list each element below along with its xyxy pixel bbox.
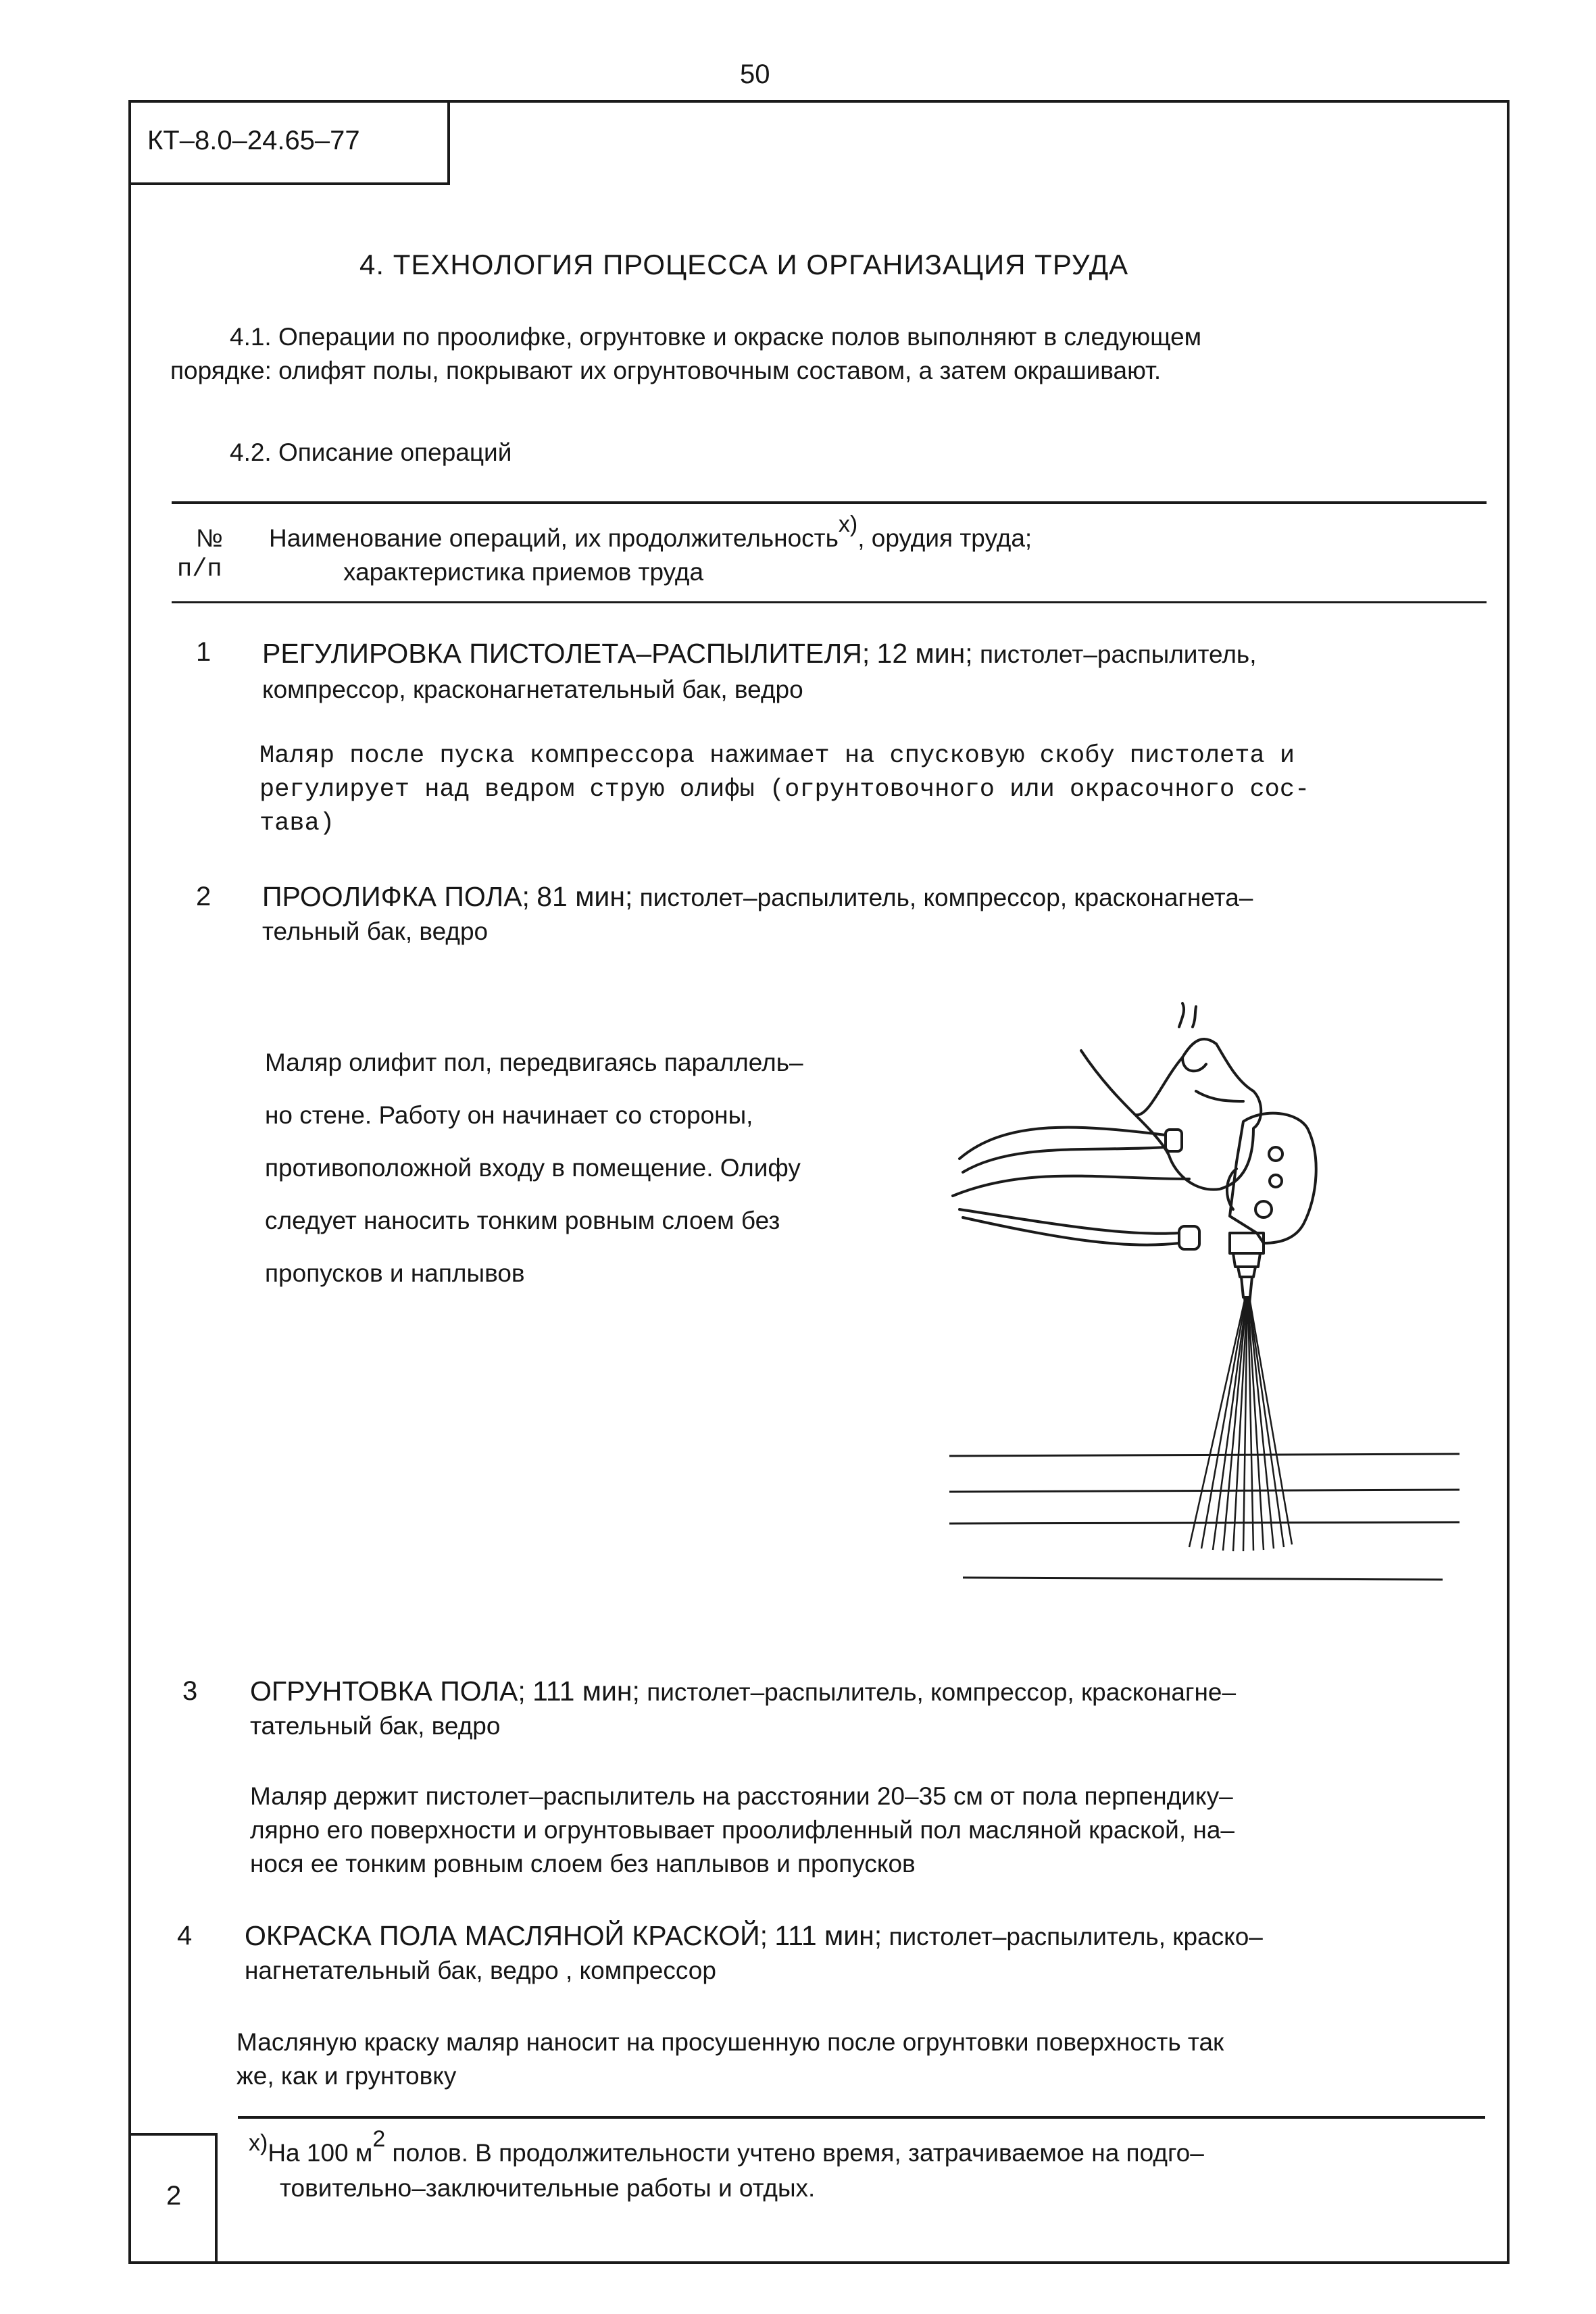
- operation-1-tools-line1: пистолет–распылитель,: [979, 640, 1257, 668]
- footnote-line2: товительно–заключительные работы и отдых.: [280, 2174, 816, 2202]
- operation-1-tools-line2: компрессор, красконагнетательный бак, ведро: [262, 676, 803, 703]
- operation-2-heading: [262, 880, 1253, 915]
- header-desc-line2: характеристика приемов труда: [343, 558, 704, 586]
- operation-2-desc-line1: Маляр олифит пол, передвигаясь параллель–: [265, 1049, 803, 1076]
- header-desc-tools: , орудия труда;: [857, 524, 1032, 552]
- operation-4-duration: 111 мин;: [774, 1920, 882, 1951]
- footnote-text: полов. В продолжительности учтено время, затрачиваемое на подго–: [385, 2139, 1204, 2167]
- operation-1-num: 1: [196, 637, 211, 667]
- hand: [1081, 1039, 1261, 1190]
- operation-3-num: 3: [182, 1676, 198, 1706]
- operation-3-desc-line1: Маляр держит пистолет–распылитель на расстоянии 20–35 см от пола перпендику–: [250, 1782, 1233, 1810]
- paint-hose: [953, 1176, 1189, 1196]
- gun-body: [1230, 1113, 1316, 1243]
- operation-4-desc-line1: Масляную краску маляр наносит на просушенную после огрунтовки поверхность так: [236, 2028, 1224, 2056]
- paragraph-4-1-line2: порядке: олифят полы, покрывают их огрунтовочным составом, а затем окрашивают.: [170, 357, 1162, 384]
- operation-4-tools-line2: нагнетательный бак, ведро , компрессор: [245, 1957, 716, 1984]
- operation-3-tools-line2: тательный бак, ведро: [250, 1712, 501, 1740]
- operation-1-desc-line3: тава): [259, 809, 335, 838]
- operation-2-title: ПРООЛИФКА ПОЛА;: [262, 881, 530, 912]
- page-number: 50: [740, 59, 770, 89]
- operation-2-desc-line2: но стене. Работу он начинает со стороны,: [265, 1101, 753, 1129]
- operation-3-desc-line2: лярно его поверхности и огрунтовывает проолифленный пол масляной краской, на–: [250, 1816, 1235, 1844]
- operation-4-tools-line1: пистолет–распылитель, краско–: [889, 1923, 1263, 1951]
- operation-3-duration: 111 мин;: [532, 1676, 640, 1707]
- footnote-prefix: На 100 м: [268, 2139, 373, 2167]
- operation-3-title: ОГРУНТОВКА ПОЛА;: [250, 1676, 526, 1707]
- operation-2-desc-line4: следует наносить тонким ровным слоем без: [265, 1207, 780, 1234]
- table-top-rule: [172, 501, 1487, 504]
- operation-1-desc-line2: регулирует над ведром струю олифы (огрунтовочного или окрасочного сос-: [259, 776, 1310, 804]
- operation-4-num: 4: [177, 1921, 193, 1951]
- operation-3-tools-line1: пистолет–распылитель, компрессор, красконагне–: [647, 1678, 1237, 1706]
- spray-cone: [1189, 1297, 1292, 1551]
- footnote-sup: 2: [372, 2126, 386, 2152]
- operation-1-title: РЕГУЛИРОВКА ПИСТОЛЕТА–РАСПЫЛИТЕЛЯ;: [262, 638, 870, 669]
- operation-2-desc-line3: противоположной входу в помещение. Олифу: [265, 1154, 801, 1182]
- floor-lines: [949, 1454, 1460, 1580]
- operation-3-heading: [250, 1674, 1236, 1709]
- header-desc-text: Наименование операций, их продолжительность: [269, 524, 839, 552]
- footnote-mark: x): [249, 2130, 268, 2156]
- operation-2-tools-line1: пистолет–распылитель, компрессор, красконагнета–: [639, 884, 1253, 911]
- operation-4-title: ОКРАСКА ПОЛА МАСЛЯНОЙ КРАСКОЙ;: [245, 1920, 768, 1951]
- header-num-line1: №: [196, 524, 223, 552]
- footnote-line1: [249, 2126, 1204, 2171]
- spray-gun-illustration: [946, 1000, 1460, 1594]
- operation-2-tools-line2: тельный бак, ведро: [262, 917, 489, 945]
- operation-4-heading: [245, 1919, 1263, 1954]
- operation-3-desc-line3: нося ее тонким ровным слоем без наплывов и пропусков: [250, 1850, 916, 1878]
- operation-1-heading: [262, 636, 1256, 672]
- header-desc-line1: [269, 511, 1032, 556]
- operation-1-duration: 12 мин;: [876, 638, 973, 669]
- sheet-number: 2: [166, 2181, 182, 2211]
- paragraph-4-1-line1: 4.1. Операции по проолифке, огрунтовке и окраске полов выполняют в следующем: [230, 323, 1202, 351]
- operation-1-desc-line1: Маляр после пуска компрессора нажимает на спусковую скобу пистолета и: [259, 742, 1295, 770]
- header-footnote-mark: x): [838, 511, 858, 537]
- operation-2-desc-line5: пропусков и наплывов: [265, 1259, 525, 1287]
- footnote-rule: [238, 2116, 1485, 2119]
- paragraph-4-2: 4.2. Описание операций: [230, 438, 512, 466]
- header-num-line2: п/п: [177, 555, 222, 584]
- operation-2-duration: 81 мин;: [537, 881, 633, 912]
- doc-code: КТ–8.0–24.65–77: [147, 126, 360, 155]
- operation-2-num: 2: [196, 882, 211, 911]
- section-title: 4. ТЕХНОЛОГИЯ ПРОЦЕССА И ОРГАНИЗАЦИЯ ТРУДА: [359, 249, 1129, 280]
- air-hose: [959, 1128, 1166, 1159]
- operation-4-desc-line2: же, как и грунтовку: [236, 2062, 457, 2090]
- table-header-rule: [172, 601, 1487, 603]
